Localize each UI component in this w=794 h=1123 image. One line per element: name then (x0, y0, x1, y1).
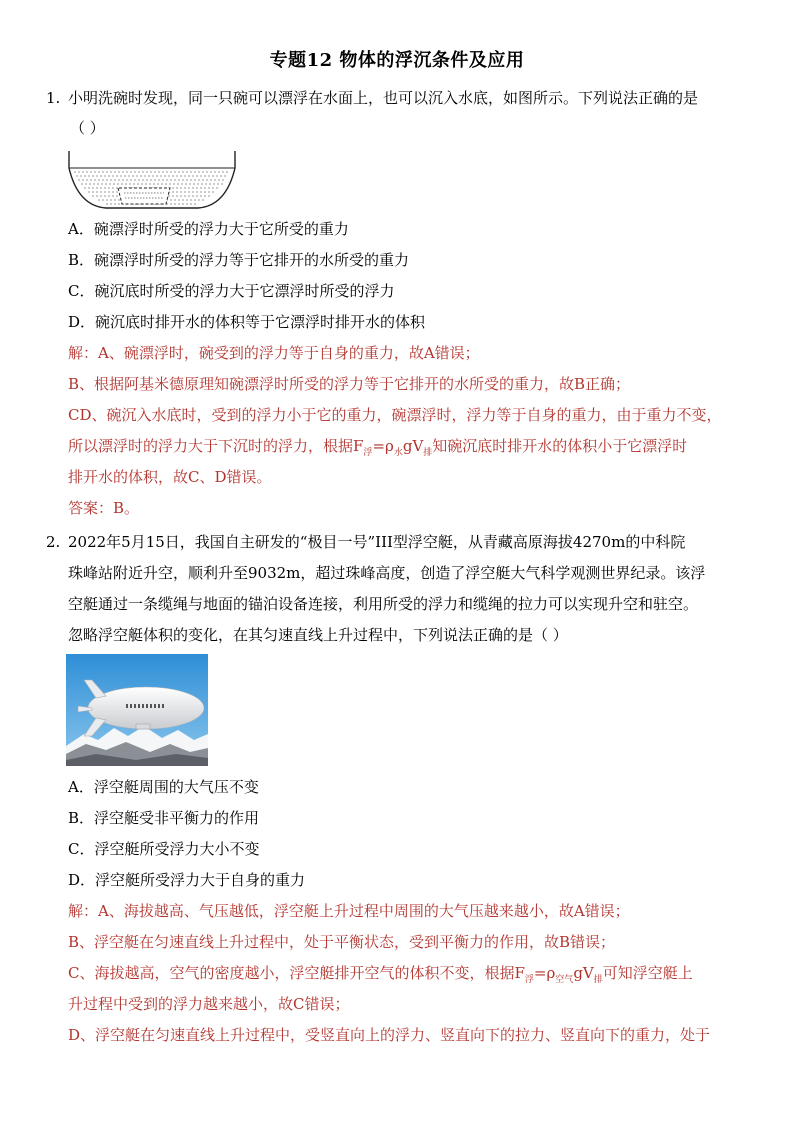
q2-solution-line-1: 解：A、海拔越高、气压越低，浮空艇上升过程中周围的大气压越来越小，故A错误； (68, 902, 630, 920)
q1-solution-text-2: 知碗沉底时排开水的体积小于它漂浮时 (432, 437, 688, 455)
airship-image (66, 654, 208, 766)
q1-solution-line-5: 排开水的体积，故C、D错误。 (68, 468, 272, 486)
gv-symbol: gV (402, 437, 424, 455)
q1-solution-line-3: CD、碗沉入水底时，受到的浮力小于它的重力，碗漂浮时，浮力等于自身的重力，由于重力不变， (68, 406, 722, 424)
q2-option-d: D．浮空艇所受浮力大于自身的重力 (68, 871, 306, 889)
q2-solution-line-3 (68, 963, 693, 986)
q2-stem-line-4: 忽略浮空艇体积的变化，在其匀速直线上升过程中，下列说法正确的是（ ） (68, 626, 568, 644)
rho-symbol: =ρ (533, 964, 556, 982)
subscript-displaced: 排 (593, 975, 603, 985)
q2-option-a: A．浮空艇周围的大气压不变 (68, 778, 259, 796)
q1-solution-line-2: B、根据阿基米德原理知碗漂浮时所受的浮力等于它排开的水所受的重力，故B正确； (68, 375, 631, 393)
q1-solution-text: 所以漂浮时的浮力大于下沉时的浮力，根据F (68, 437, 364, 455)
subscript-air: 空气 (555, 975, 574, 985)
q1-option-d: D．碗沉底时排开水的体积等于它漂浮时排开水的体积 (68, 313, 426, 331)
subscript-displaced: 排 (423, 448, 433, 458)
question-1-number: 1. (46, 89, 61, 107)
q1-solution-line-1: 解：A、碗漂浮时，碗受到的浮力等于自身的重力，故A错误； (68, 344, 480, 362)
q2-solution-text-2: 可知浮空艇上 (602, 964, 693, 982)
gv-symbol: gV (573, 964, 594, 982)
bowl-figure (66, 148, 238, 212)
q1-option-c: C．碗沉底时所受的浮力大于它漂浮时所受的浮力 (68, 282, 395, 300)
q2-solution-line-2: B、浮空艇在匀速直线上升过程中，处于平衡状态，受到平衡力的作用，故B错误； (68, 933, 616, 951)
rho-symbol: =ρ (372, 437, 394, 455)
airship-photo (66, 654, 208, 766)
question-1-stem: 小明洗碗时发现，同一只碗可以漂浮在水面上，也可以沉入水底，如图所示。下列说法正确的是 (68, 89, 699, 107)
page-title: 专题12 物体的浮沉条件及应用 (269, 50, 525, 71)
q1-answer: 答案：B。 (68, 499, 140, 517)
q2-option-b: B．浮空艇受非平衡力的作用 (68, 809, 260, 827)
subscript-float: 浮 (363, 448, 373, 458)
subscript-water: 水 (393, 448, 403, 458)
bowl-diagram (66, 148, 238, 212)
q2-option-c: C．浮空艇所受浮力大小不变 (68, 840, 260, 858)
q2-solution-line-5: D、浮空艇在匀速直线上升过程中，受竖直向上的浮力、竖直向下的拉力、竖直向下的重力，处于 (68, 1026, 711, 1044)
subscript-float: 浮 (524, 975, 534, 985)
q2-solution-line-4: 升过程中受到的浮力越来越小，故C错误； (68, 995, 350, 1013)
q1-solution-line-4 (68, 436, 687, 459)
question-1-paren: （ ） (70, 119, 105, 137)
q1-option-a: A．碗漂浮时所受的浮力大于它所受的重力 (68, 220, 349, 238)
q2-stem-line-1: 2022年5月15日，我国自主研发的“极目一号”III型浮空艇，从青藏高原海拔4270m的中科院 (68, 533, 686, 551)
q2-stem-line-2: 珠峰站附近升空，顺利升至9032m，超过珠峰高度，创造了浮空艇大气科学观测世界纪录。该浮 (68, 564, 706, 582)
q1-option-b: B．碗漂浮时所受的浮力等于它排开的水所受的重力 (68, 251, 410, 269)
q2-stem-line-3: 空艇通过一条缆绳与地面的锚泊设备连接，利用所受的浮力和缆绳的拉力可以实现升空和驻空。 (68, 595, 699, 613)
q2-solution-text: C、海拔越高，空气的密度越小，浮空艇排开空气的体积不变，根据F (68, 964, 525, 982)
question-2-number: 2. (46, 533, 61, 551)
